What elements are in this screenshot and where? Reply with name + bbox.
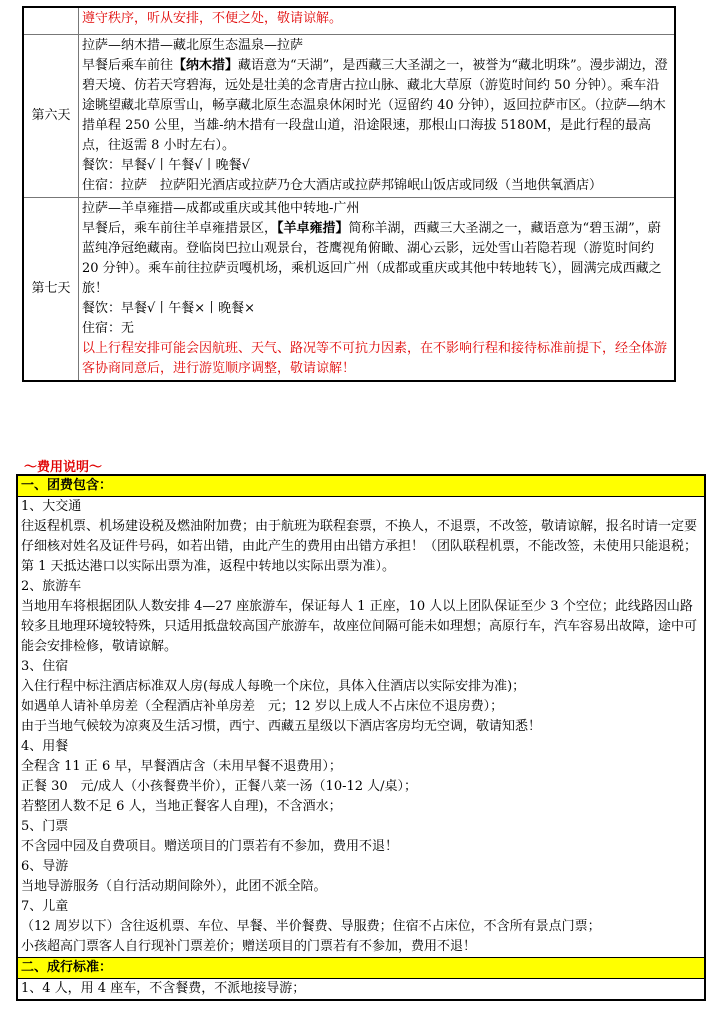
day7-note: 以上行程安排可能会因航班、天气、路况等不可抗力因素，在不影响行程和接待标准前提下，经全体游客协商同意后，进行游览顺序调整，敬请谅解！ [82,341,668,376]
fee-item: 4、用餐 [21,739,69,754]
fee-item: 若整团人数不足 6 人，当地正餐客人自理)，不含酒水； [21,799,342,814]
fees-items-cell [17,497,705,958]
day7-label: 第七天 [23,198,79,382]
fee-item: 小孩超高门票客人自行现补门票差价；赠送项目的门票若有不参加，费用不退！ [21,939,477,954]
fee-item: 入住行程中标注酒店标准双人房(每成人每晚一个床位，具体入住酒店以实际安排为准)； [21,679,526,694]
section-header-includes: 一、团费包含： [17,475,705,497]
fee-item: 当地用车将根据团队人数安排 4—27 座旅游车，保证每人 1 正座，10 人以上团队保证至少 3 个空位；此线路因山路较多且地理环境较特殊，只适用抵盘较高国产旅游车，故座位间隔可能未如理想；高原行车，汽车容易出故障，途中可能会安排检修，敬请谅解。 [21,599,698,654]
fee-item: 往返程机票、机场建设税及燃油附加费；由于航班为联程套票，不换人，不退票，不改签，敬请谅解，报名时请一定要仔细核对姓名及证件号码，如若出错，由此产生的费用由出错方承担！（团队联程机票，不能改签，未使用只能退税；第 1 天抵达港口以实际出票为准，返程中转地以实际出票为准）。 [21,519,698,574]
day7-meals: 餐饮：早餐√丨午餐×丨晚餐× [82,301,256,316]
day7-description [82,219,671,299]
fee-item: 全程含 11 正 6 早，早餐酒店含（未用早餐不退费用）； [21,759,342,774]
standard-first-item: 1、4 人，用 4 座车，不含餐费，不派地接导游； [17,979,705,1001]
fee-item: （12 周岁以下）含往返机票、车位、早餐、半价餐费、导服费；住宿不占床位，不含所有景点门票； [21,919,601,934]
day6-label: 第六天 [23,35,79,198]
fee-item: 6、导游 [21,859,69,874]
day7-route: 拉萨—羊卓雍措—成都或重庆或其他中转地-广州 [82,201,360,216]
day6-description [82,56,671,156]
day6-desc-post: 藏语意为“天湖”，是西藏三大圣湖之一，被誉为“藏北明珠”。漫步湖边，澄碧天境、仿若天穹碧海，远处是壮美的念青唐古拉山脉、藏北大草原（游览时间约 50 分钟）。乘车沿途眺望藏北草原雪山，畅享藏北原生态温泉休闲时光（逗留约 40 分钟），返回拉萨市区。（拉萨—纳木措单程 250 公里，当雄-纳木措有一段盘山道，沿途限速，那根山口海拔 5180M，是此行程的最高点，往返需 8 小时左右）。 [82,58,668,153]
fee-item: 正餐 30 元/成人（小孩餐费半价），正餐八菜一汤（10-12 人/桌）； [21,779,418,794]
day7-desc-pre: 早餐后，乘车前往羊卓雍措景区， [82,221,278,236]
fee-item: 2、旅游车 [21,579,82,594]
section-header-standard: 二、成行标准： [17,958,705,979]
day-cell-empty [23,7,79,35]
fees-section1-header-row [17,475,705,497]
day7-desc-highlight: 【羊卓雍措】 [277,221,349,236]
fee-item: 7、儿童 [21,899,69,914]
day6-route: 拉萨—纳木措—藏北原生态温泉—拉萨 [82,38,304,53]
day6-meals: 餐饮：早餐√丨午餐√丨晚餐√ [82,158,250,173]
fee-item: 5、门票 [21,819,69,834]
itinerary-row-day6 [23,35,675,198]
fees-section2-header-row [17,958,705,979]
day6-desc-pre: 早餐后乘车前往 [82,58,174,73]
itinerary-row-day7 [23,198,675,382]
day6-hotel: 住宿：拉萨 拉萨阳光酒店或拉萨乃仓大酒店或拉萨邦锦岷山饭店或同级（当地供氧酒店） [82,178,603,193]
top-row-text: 遵守秩序，听从安排，不便之处，敬请谅解。 [82,11,343,26]
day7-hotel: 住宿：无 [82,321,135,336]
fees-items-row [17,497,705,958]
day7-content [79,198,676,382]
fees-table [16,474,706,1001]
fees-standard-row [17,979,705,1001]
fee-item: 不含园中园及自费项目。赠送项目的门票若有不参加，费用不退！ [21,839,399,854]
day6-desc-highlight: 【纳木措】 [173,58,239,73]
fees-title: ～费用说明～ [24,460,103,475]
fee-item: 1、大交通 [21,499,82,514]
fee-item: 由于当地气候较为凉爽及生活习惯，西宁、西藏五星级以下酒店客房均无空调，敬请知悉！ [21,719,542,734]
fee-item: 如遇单人请补单房差（全程酒店补单房差 元；12 岁以上成人不占床位不退房费）； [21,699,504,714]
fee-item: 3、住宿 [21,659,69,674]
top-row-content [79,7,676,35]
itinerary-row-top [23,7,675,35]
day7-desc-post: 简称羊湖，西藏三大圣湖之一，藏语意为“碧玉湖”，蔚蓝纯净冠绝藏南。登临岗巴拉山观景台，苍鹰视角俯瞰、湖心云影，远处雪山若隐若现（游览时间约 20 分钟）。乘车前往拉萨贡嘎机场，乘机返回广州（成都或重庆或其他中转地转飞），圆满完成西藏之旅！ [82,221,662,296]
fee-item: 当地导游服务（自行活动期间除外），此团不派全陪。 [21,879,327,894]
itinerary-table [22,6,676,382]
day6-content [79,35,676,198]
